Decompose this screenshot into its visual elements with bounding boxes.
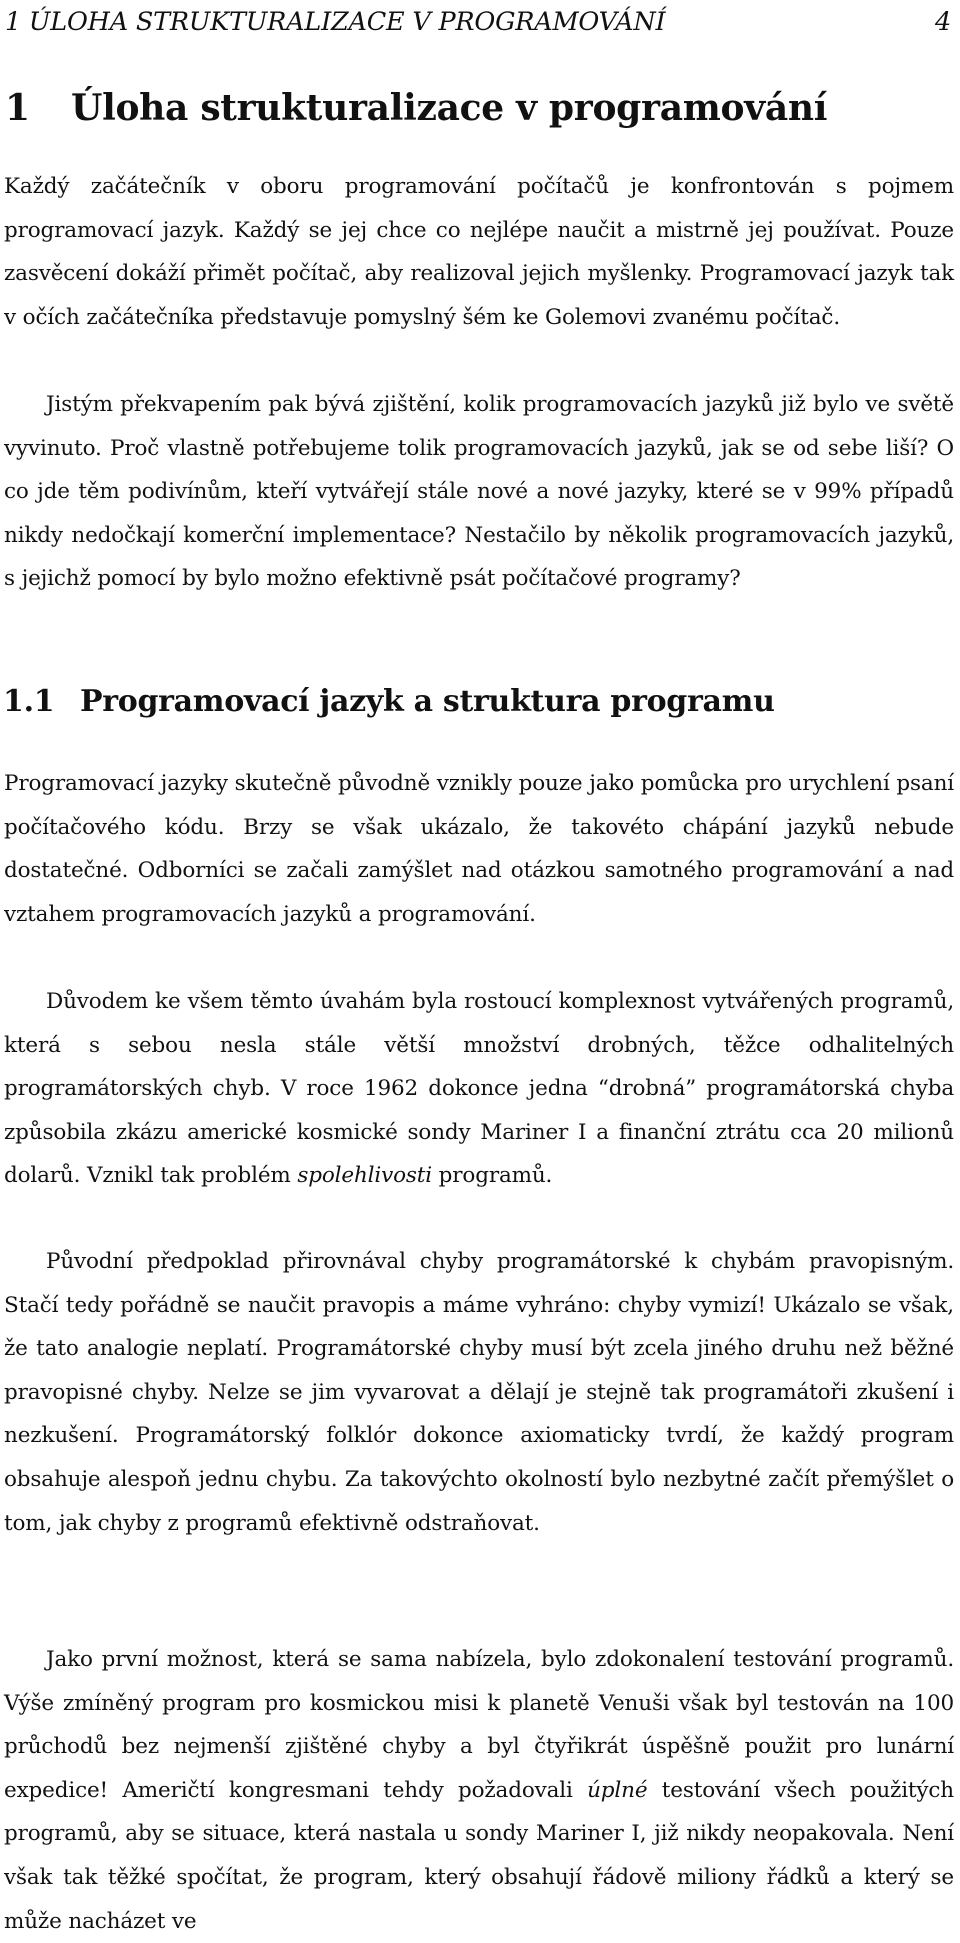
paragraph-text: testování všech použitých programů, aby se situace, která nastala u sondy Mariner I, již nikdy neopakovala. Není však tak těžké spočítat, že program, který obsahují řádově miliony řádků a který se může nacházet ve xyxy=(4,1777,954,1934)
section-paragraph-2 xyxy=(4,980,954,1198)
emphasis-spolehlivosti: spolehlivosti xyxy=(297,1163,432,1189)
paragraph-text: programů. xyxy=(432,1163,553,1189)
chapter-number: 1 xyxy=(5,87,30,129)
chapter-title: Úloha strukturalizace v programování xyxy=(71,87,828,129)
section-heading xyxy=(3,681,775,723)
section-number: 1.1 xyxy=(3,684,55,719)
section-paragraph-4 xyxy=(4,1638,954,1943)
emphasis-uplne: úplné xyxy=(587,1777,648,1803)
chapter-heading xyxy=(5,84,827,132)
page-number: 4 xyxy=(934,7,951,37)
intro-paragraph-2: Jistým překvapením pak bývá zjištění, kolik programovacích jazyků již bylo ve světě vyvinuto. Proč vlastně potřebujeme tolik programovacích jazyků, jak se od sebe liší? O co jde těm podivínům, kteří vytvářejí stále nové a nové jazyky, které se v 99% případů nikdy nedočkají komerční implementace? Nestačilo by několik programovacích jazyků, s jejichž pomocí by bylo možno efektivně psát počítačové programy? xyxy=(4,392,954,592)
paragraph-text: Jako první možnost, která se sama nabízela, bylo zdokonalení testování programů. Výše zmíněný program pro kosmickou misi k planetě Venuši však byl testován na 100 průchodů bez nejmenší zjištěné chyby a byl čtyřikrát úspěšně použit pro lunární expedice! Američtí kongresmani tehdy požadovali xyxy=(4,1647,954,1803)
intro-paragraph-1: Každý začátečník v oboru programování počítačů je konfrontován s pojmem programovací jazyk. Každý se jej chce co nejlépe naučit a mistrně jej používat. Pouze zasvěcení dokáží přimět počítač, aby realizoval jejich myšlenky. Programovací jazyk tak v očích začátečníka představuje pomyslný šém ke Golemovi zvanému počítač. xyxy=(4,174,954,330)
section-paragraph-1: Programovací jazyky skutečně původně vznikly pouze jako pomůcka pro urychlení psaní počítačového kódu. Brzy se však ukázalo, že takovéto chápání jazyků nebude dostatečné. Odborníci se začali zamýšlet nad otázkou samotného programování a nad vztahem programovacích jazyků a programování. xyxy=(4,771,954,927)
running-header xyxy=(5,2,953,42)
running-title: 1 ÚLOHA STRUKTURALIZACE V PROGRAMOVÁNÍ xyxy=(5,7,666,37)
paragraph-text: Důvodem ke všem těmto úvahám byla rostoucí komplexnost vytvářených programů, která s sebou nesla stále větší množství drobných, těžce odhalitelných programátorských chyb. V roce 1962 dokonce jedna “drobná” programátorská chyba způsobila zkázu americké kosmické sondy Mariner I a finanční ztrátu cca 20 milionů dolarů. Vznikl tak problém xyxy=(4,989,954,1189)
section-paragraph-3: Původní předpoklad přirovnával chyby programátorské k chybám pravopisným. Stačí tedy pořádně se naučit pravopis a máme vyhráno: chyby vymizí! Ukázalo se však, že tato analogie neplatí. Programátorské chyby musí být zcela jiného druhu než běžné pravopisné chyby. Nelze se jim vyvarovat a dělají je stejně tak programátoři zkušení i nezkušení. Programátorský folklór dokonce axiomaticky tvrdí, že každý program obsahuje alespoň jednu chybu. Za takovýchto okolností bylo nezbytné začít přemýšlet o tom, jak chyby z programů efektivně odstraňovat. xyxy=(4,1249,954,1536)
section-title: Programovací jazyk a struktura programu xyxy=(80,684,775,719)
